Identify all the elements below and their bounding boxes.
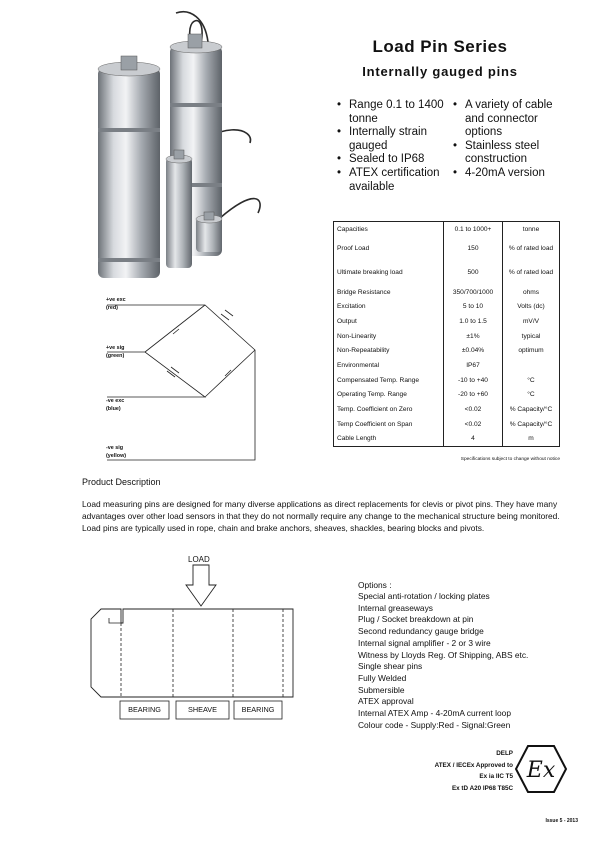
feature-item: • Range 0.1 to 1400 tonne	[337, 99, 455, 126]
page-subtitle: Internally gauged pins	[362, 64, 518, 79]
spec-unit: % Capacity/°C	[509, 420, 553, 428]
spec-value: <0.02	[444, 417, 503, 432]
spec-label: Output	[334, 314, 444, 329]
issue-footer: Issue 5 - 2013	[545, 818, 578, 824]
spec-row	[334, 402, 560, 417]
spec-label: Temp. Coefficient on Zero	[334, 402, 444, 417]
option-item: Submersible	[358, 684, 405, 695]
spec-row	[334, 237, 560, 261]
spec-unit: mV/V	[522, 317, 540, 325]
options-list	[358, 591, 528, 731]
spec-label: Excitation	[334, 299, 444, 314]
spec-unit: °C	[527, 376, 535, 384]
feature-item: • A variety of cable and connector options	[453, 99, 573, 140]
spec-unit: typical	[521, 332, 541, 340]
spec-value: -10 to +40	[444, 373, 503, 388]
spec-row	[334, 417, 560, 432]
spec-unit: °C	[527, 391, 535, 399]
option-item: Special anti-rotation / locking plates	[358, 591, 490, 601]
spec-unit: tonne	[522, 225, 540, 233]
option-item: Colour code - Supply:Red - Signal:Green	[358, 719, 511, 730]
feature-item: • Internally strain gauged	[337, 126, 455, 153]
wire-label-exc-neg: -ve exc (blue)	[106, 398, 125, 412]
load-label: LOAD	[188, 555, 210, 564]
spec-value: 4	[444, 432, 503, 447]
spec-row	[334, 388, 560, 403]
spec-label: Cable Length	[334, 432, 444, 447]
wiring-diagram	[105, 296, 265, 466]
option-item: Witness by Lloyds Reg. Of Shipping, ABS etc.	[358, 649, 529, 660]
spec-label: Temp Coefficient on Span	[334, 417, 444, 432]
description-heading: Product Description	[82, 477, 161, 487]
option-item: Internal signal amplifier - 2 or 3 wire	[358, 637, 491, 648]
spec-row	[334, 299, 560, 314]
options-heading: Options :	[358, 580, 392, 590]
option-item: Second redundancy gauge bridge	[358, 626, 484, 637]
spec-label: Non-Repeatability	[334, 343, 444, 358]
features-right	[453, 99, 573, 181]
spec-label: Non-Linearity	[334, 329, 444, 344]
ex-hexagon-logo	[514, 744, 568, 794]
bearing-right-label: BEARING	[241, 705, 275, 714]
spec-value: 0.1 to 1000+	[444, 222, 503, 237]
spec-unit: % of rated load	[508, 269, 554, 277]
spec-unit: m	[528, 435, 534, 443]
spec-value: 1.0 to 1.5	[444, 314, 503, 329]
spec-table	[333, 221, 560, 447]
feature-item: • Sealed to IP68	[337, 153, 455, 167]
atex-approval: DELP ATEX / IECEx Approved to Ex ia IIC T5 Ex tD A20 IP68 T85C	[434, 750, 513, 792]
spec-unit: optimum	[518, 347, 544, 355]
option-item: Plug / Socket breakdown at pin	[358, 614, 474, 625]
spec-row	[334, 314, 560, 329]
spec-label: Operating Temp. Range	[334, 388, 444, 403]
spec-row	[334, 358, 560, 373]
spec-unit: % Capacity/°C	[509, 406, 553, 414]
spec-value: 350/700/1000	[444, 285, 503, 300]
spec-value: 150	[444, 237, 503, 261]
spec-value: IP67	[444, 358, 503, 373]
features-left	[337, 99, 455, 194]
spec-label: Bridge Resistance	[334, 285, 444, 300]
spec-value: <0.02	[444, 402, 503, 417]
load-pin-diagram	[85, 563, 300, 723]
spec-note: Specifications subject to change without notice	[460, 457, 560, 462]
spec-unit	[503, 358, 560, 373]
option-item: Internal greaseways	[358, 602, 433, 613]
spec-unit: Volts (dc)	[517, 303, 545, 311]
spec-label: Capacities	[334, 222, 444, 237]
description-body: Load measuring pins are designed for many diverse applications as direct replacements for clevis or pivot pins. They have many advantages over other load sensors in that they do not normally require any change to the mechanical structure being monitored. Load pins are typically used in rope, chain and brake anchors, sheaves, shackles, bearing blocks and pivots.	[82, 499, 560, 533]
option-item: Fully Welded	[358, 672, 407, 683]
spec-label: Environmental	[334, 358, 444, 373]
spec-value: ±0.04%	[444, 343, 503, 358]
spec-label: Proof Load	[334, 237, 444, 261]
spec-value: -20 to +60	[444, 388, 503, 403]
bearing-left-label: BEARING	[128, 705, 161, 714]
wire-label-sig-neg: -ve sig (yellow)	[106, 445, 127, 459]
spec-label: Compensated Temp. Range	[334, 373, 444, 388]
spec-unit: ohms	[522, 288, 540, 296]
spec-value: ±1%	[444, 329, 503, 344]
spec-row	[334, 261, 560, 285]
feature-item: • ATEX certification available	[337, 167, 455, 194]
feature-item: • Stainless steel construction	[453, 140, 573, 167]
spec-row	[334, 373, 560, 388]
sheave-label: SHEAVE	[187, 705, 218, 714]
option-item: Single shear pins	[358, 661, 423, 672]
spec-row	[334, 329, 560, 344]
svg-text:Ex: Ex	[526, 758, 556, 783]
option-item: Internal ATEX Amp - 4-20mA current loop	[358, 708, 511, 719]
spec-value: 5 to 10	[444, 299, 503, 314]
spec-value: 500	[444, 261, 503, 285]
wire-label-exc-pos: +ve exc (red)	[106, 297, 126, 311]
page-title: Load Pin Series	[372, 37, 508, 56]
load-pins-photo	[80, 8, 330, 288]
spec-row	[334, 343, 560, 358]
feature-item: • 4-20mA version	[453, 167, 573, 181]
spec-unit: % of rated load	[508, 245, 554, 253]
wire-label-sig-pos: +ve sig (green)	[106, 345, 125, 359]
spec-row	[334, 432, 560, 447]
spec-row	[334, 222, 560, 237]
spec-row	[334, 285, 560, 300]
option-item: ATEX approval	[358, 696, 414, 707]
spec-label: Ultimate breaking load	[334, 261, 444, 285]
